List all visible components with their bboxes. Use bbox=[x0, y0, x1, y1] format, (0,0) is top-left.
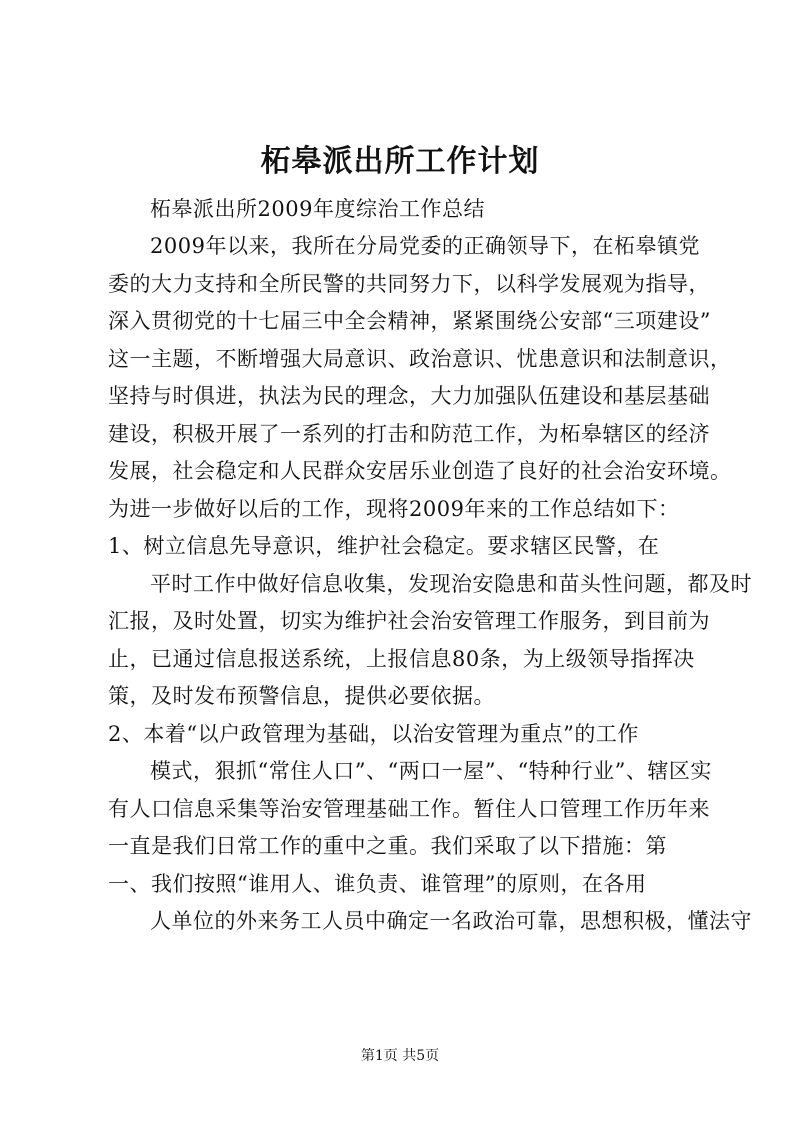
paragraph-line: 2、本着“以户政管理为基础，以治安管理为重点”的工作 bbox=[108, 722, 639, 746]
paragraph-line: 有人口信息采集等治安管理基础工作。暂住人口管理工作历年来 bbox=[108, 797, 710, 821]
paragraph-line: 发展，社会稳定和人民群众安居乐业创造了良好的社会治安环境。 bbox=[108, 459, 732, 483]
paragraph-line: 平时工作中做好信息收集，发现治安隐患和苗头性问题，都及时 bbox=[150, 572, 752, 596]
paragraph-line: 一、我们按照“谁用人、谁负责、谁管理”的原则，在各用 bbox=[108, 872, 647, 896]
subtitle-line: 柘皋派出所2009年度综治工作总结 bbox=[150, 197, 485, 221]
paragraph-line: 模式，狠抓“常住人口”、“两口一屋”、“特种行业”、辖区实 bbox=[150, 759, 712, 783]
paragraph-line: 委的大力支持和全所民警的共同努力下，以科学发展观为指导， bbox=[108, 272, 710, 296]
paragraph-line: 2009年以来，我所在分局党委的正确领导下，在柘皋镇党 bbox=[150, 234, 700, 258]
paragraph-line: 一直是我们日常工作的重中之重。我们采取了以下措施：第 bbox=[108, 834, 667, 858]
paragraph-line: 为进一步做好以后的工作，现将2009年来的工作总结如下： bbox=[108, 497, 680, 521]
paragraph-line: 策，及时发布预警信息，提供必要依据。 bbox=[108, 684, 495, 708]
paragraph-line: 这一主题，不断增强大局意识、政治意识、忧患意识和法制意识， bbox=[108, 347, 732, 371]
paragraph-line: 坚持与时俱进，执法为民的理念，大力加强队伍建设和基层基础 bbox=[108, 384, 710, 408]
page-number-footer: 第1页 共5页 bbox=[360, 1048, 440, 1064]
paragraph-line: 建设，积极开展了一系列的打击和防范工作，为柘皋辖区的经济 bbox=[108, 422, 710, 446]
paragraph-line: 1、树立信息先导意识，维护社会稳定。要求辖区民警，在 bbox=[108, 534, 660, 558]
paragraph-line: 深入贯彻党的十七届三中全会精神，紧紧围绕公安部“三项建设” bbox=[108, 309, 711, 333]
paragraph-line: 汇报，及时处置，切实为维护社会治安管理工作服务，到目前为 bbox=[108, 609, 710, 633]
paragraph-line: 人单位的外来务工人员中确定一名政治可靠，思想积极，懂法守 bbox=[150, 909, 752, 933]
document-title: 柘皋派出所工作计划 bbox=[260, 144, 540, 179]
paragraph-line: 止，已通过信息报送系统，上报信息80条，为上级领导指挥决 bbox=[108, 647, 695, 671]
